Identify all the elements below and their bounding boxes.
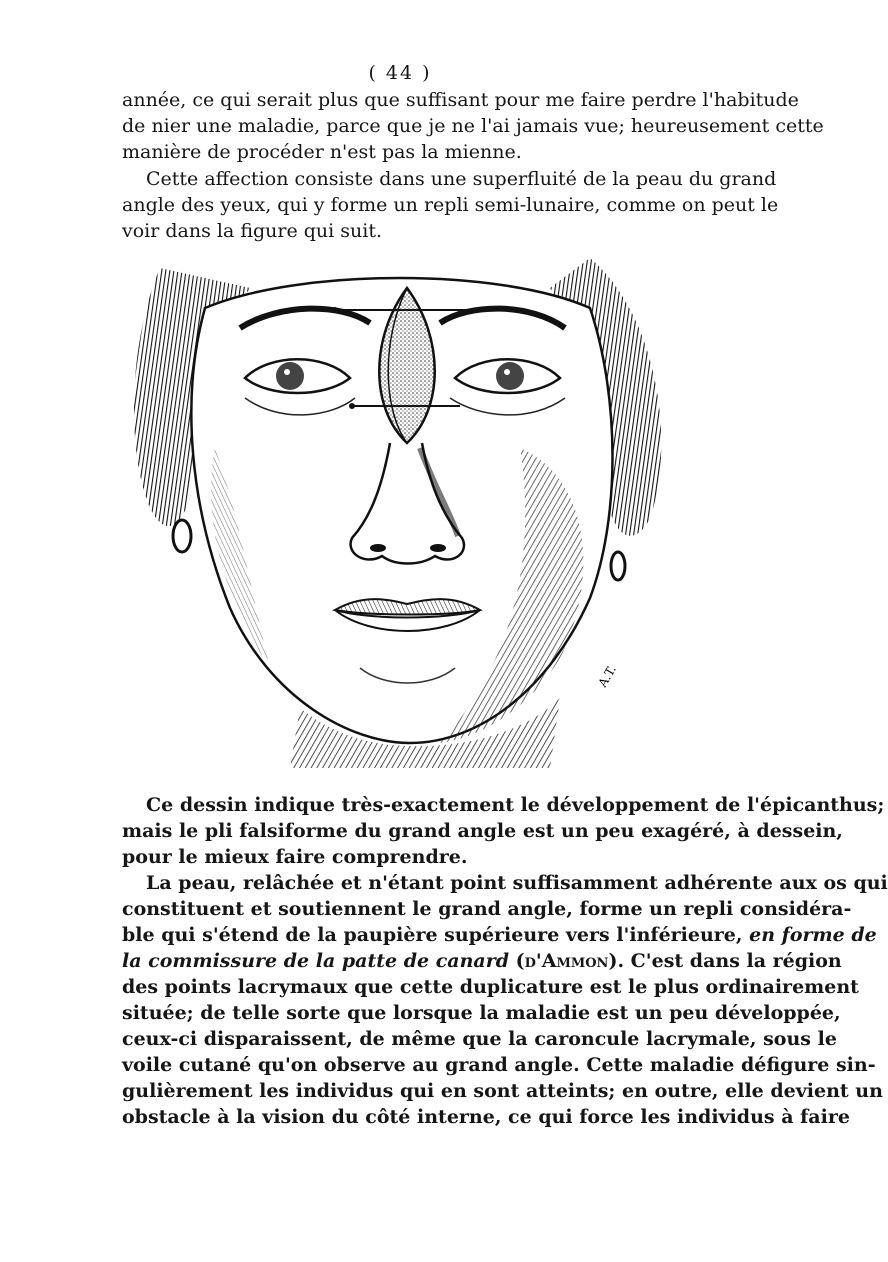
text-span: ). C'est dans la région [608,950,842,972]
pin-head-lower [349,403,355,409]
earring-left [173,520,191,552]
text-line: gulièrement les individus qui en sont atteints; en outre, elle devient un [122,1080,883,1102]
iris-highlight-left [284,369,290,375]
iris-left [276,362,304,390]
paragraph-2 [122,166,779,244]
text-line: mais le pli falsiforme du grand angle est un peu exagéré, à dessein, [122,820,843,842]
text-span: ble qui s'étend de la paupière supérieure vers l'inférieure, [122,924,750,946]
text-line: voir dans la figure qui suit. [122,220,383,242]
text-line: située; de telle sorte que lorsque la maladie est un peu développée, [122,1002,841,1024]
text-line: La peau, relâchée et n'étant point suffisamment adhérente aux os qui [146,872,888,894]
text-line: manière de procéder n'est pas la mienne. [122,141,522,163]
text-line: obstacle à la vision du côté interne, ce qui force les individus à faire [122,1106,850,1128]
pin-head-upper [332,307,338,313]
nostril-right [430,544,446,552]
author-citation: d'Ammon [524,950,609,972]
italic-text: la commissure de la patte de canard [122,950,510,972]
text-line: des points lacrymaux que cette duplicature est le plus ordinairement [122,976,859,998]
engraver-signature: A.T. [595,662,619,690]
italic-text: en forme de [749,924,877,946]
text-line: angle des yeux, qui y forme un repli semi-lunaire, comme on peut le [122,194,779,216]
epicanthus-engraving [120,248,680,768]
earring-right [611,552,625,580]
text-line [122,922,877,948]
page-number: ( 44 ) [368,62,432,84]
paragraph-4 [122,870,888,1130]
text-span: ( [509,950,525,972]
paragraph-1 [122,87,824,165]
text-line: constituent et soutiennent le grand angle, forme un repli considéra- [122,898,852,920]
text-line: pour le mieux faire comprendre. [122,846,468,868]
text-line: de nier une maladie, parce que je ne l'ai jamais vue; heureusement cette [122,115,824,137]
text-line: année, ce qui serait plus que suffisant pour me faire perdre l'habitude [122,89,799,111]
text-line [122,948,842,974]
nostril-left [370,544,386,552]
text-line: ceux-ci disparaissent, de même que la caroncule lacrymale, sous le [122,1028,837,1050]
text-line: voile cutané qu'on observe au grand angle. Cette maladie défigure sin- [122,1054,876,1076]
text-line: Cette affection consiste dans une superfluité de la peau du grand [146,168,777,190]
paragraph-3 [122,792,885,870]
text-line: Ce dessin indique très-exactement le développement de l'épicanthus; [146,794,885,816]
iris-highlight-right [504,369,510,375]
iris-right [496,362,524,390]
